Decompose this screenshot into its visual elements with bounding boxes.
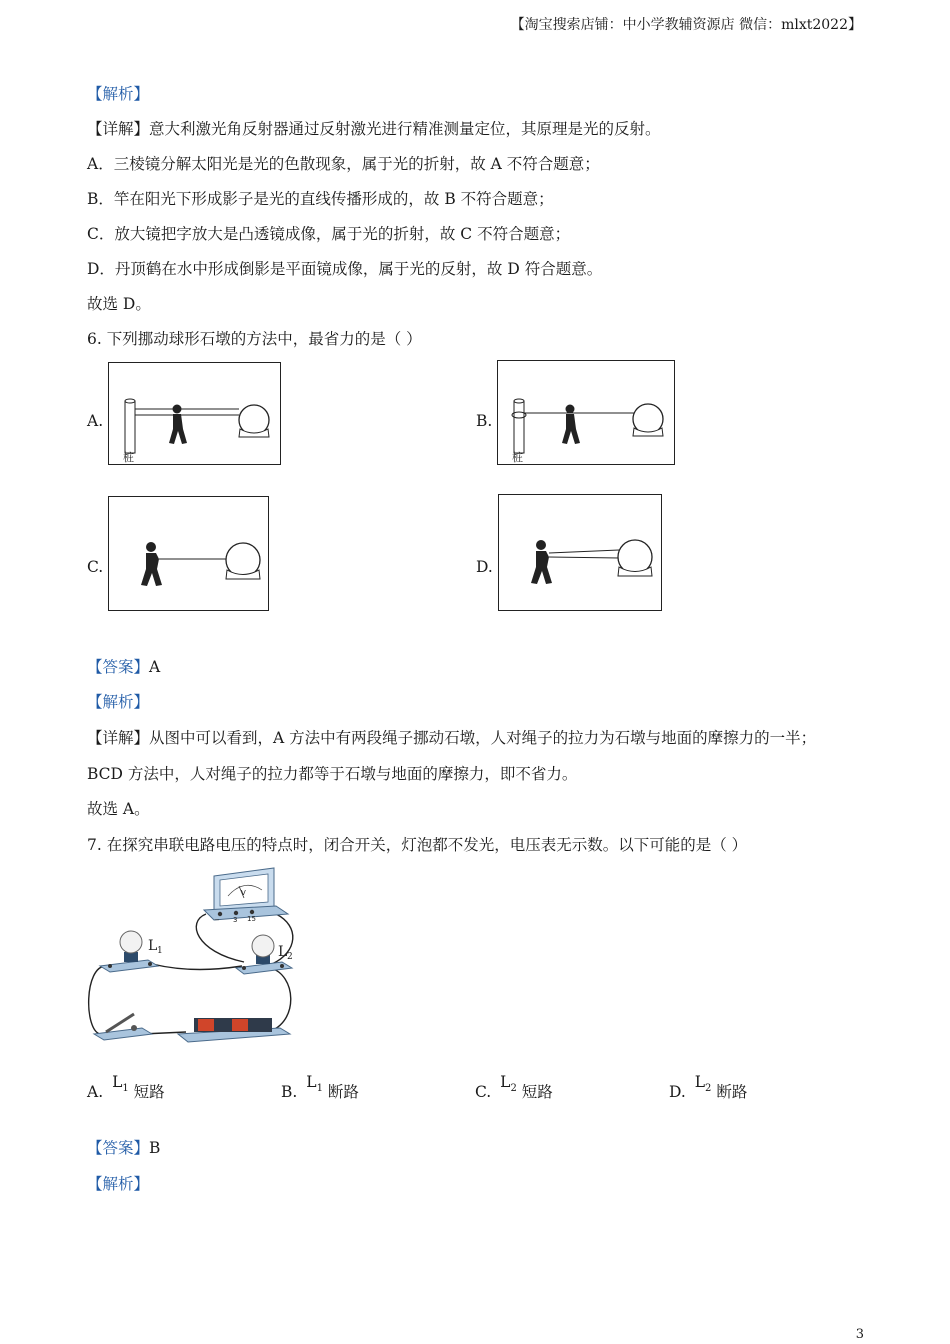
q7-option-b-letter: B. xyxy=(281,1083,298,1101)
q6-option-d-label: D. xyxy=(476,558,493,576)
q6-figure-b-post-label: 桩 xyxy=(512,451,523,464)
q5-analysis-label: 【解析】 xyxy=(87,85,150,103)
q5-detail xyxy=(87,117,661,139)
q7-option-c-sub: 2 xyxy=(510,1083,517,1094)
terminal-3-label: 3 xyxy=(233,916,238,924)
q7-answer xyxy=(87,1136,160,1158)
q7-option-a xyxy=(87,1073,165,1102)
q7-option-b-l: L xyxy=(306,1073,317,1091)
q6-answer-value: A xyxy=(149,658,161,676)
l2-sub: 2 xyxy=(287,952,293,962)
q6-option-c-label: C. xyxy=(87,558,104,576)
q7-option-a-sub: 1 xyxy=(122,1083,129,1094)
q7-answer-label: 【答案】 xyxy=(87,1139,150,1157)
q6-figure-d xyxy=(498,494,662,611)
l2-label: L xyxy=(278,944,288,960)
q7-option-d-l: L xyxy=(694,1073,706,1091)
q6-conclusion: 故选 A。 xyxy=(87,800,150,818)
meter-v-label: V xyxy=(241,889,246,897)
q7-option-b-text: 断路 xyxy=(327,1083,359,1101)
q5-conclusion: 故选 D。 xyxy=(87,295,151,313)
page-number: 3 xyxy=(855,1327,864,1342)
q7-answer-value: B xyxy=(149,1139,161,1157)
q7-option-a-l: L xyxy=(112,1073,123,1091)
q7-option-c-letter: C. xyxy=(475,1083,492,1101)
q6-figure-d-drawing xyxy=(499,495,663,612)
q6-figure-a xyxy=(108,362,281,465)
q7-option-a-text: 短路 xyxy=(133,1083,165,1101)
q6-detail-line1 xyxy=(87,726,816,748)
q7-circuit-drawing xyxy=(86,862,306,1052)
terminal-15-label: 15 xyxy=(247,915,256,923)
q6-option-a-label: A. xyxy=(87,412,104,430)
q7-option-c xyxy=(475,1073,553,1102)
q6-option-b-label: B. xyxy=(476,412,493,430)
q6-figure-b xyxy=(497,360,675,465)
q7-option-b xyxy=(281,1073,359,1102)
q7-circuit-figure xyxy=(86,862,306,1052)
q6-figure-b-drawing xyxy=(498,361,676,466)
q6-detail-line2: BCD 方法中，人对绳子的拉力都等于石墩与地面的摩擦力，即不省力。 xyxy=(87,765,578,783)
q5-line-c: C．放大镜把字放大是凸透镜成像，属于光的折射，故 C 不符合题意； xyxy=(87,225,571,243)
q5-line-a: A．三棱镜分解太阳光是光的色散现象，属于光的折射，故 A 不符合题意； xyxy=(87,155,600,173)
q5-detail-label: 【详解】 xyxy=(87,120,150,138)
q7-option-a-letter: A. xyxy=(87,1083,104,1101)
q7-option-d-letter: D. xyxy=(669,1083,686,1101)
q7-option-d-sub: 2 xyxy=(705,1083,712,1094)
q6-stem: 6. 下列挪动球形石墩的方法中，最省力的是（ ） xyxy=(87,330,422,348)
q7-option-b-sub: 1 xyxy=(316,1083,323,1094)
l1-sub: 1 xyxy=(157,946,163,956)
q6-figure-c-drawing xyxy=(109,497,270,612)
q5-line-d: D．丹顶鹤在水中形成倒影是平面镜成像，属于光的反射，故 D 符合题意。 xyxy=(87,260,603,278)
l1-label: L xyxy=(148,938,158,954)
q6-figure-c xyxy=(108,496,269,611)
q6-analysis-label: 【解析】 xyxy=(87,693,150,711)
q7-option-d xyxy=(669,1073,748,1102)
q7-stem: 7. 在探究串联电路电压的特点时，闭合开关，灯泡都不发光，电压表无示数。以下可能的是（ ） xyxy=(87,836,748,854)
q6-answer xyxy=(87,655,160,677)
q6-answer-label: 【答案】 xyxy=(87,658,150,676)
voltmeter-icon xyxy=(204,868,288,920)
q7-analysis-label: 【解析】 xyxy=(87,1175,150,1193)
q7-option-d-text: 断路 xyxy=(716,1083,748,1101)
q6-figure-a-post-label: 桩 xyxy=(123,451,134,464)
switch-icon xyxy=(94,1014,152,1040)
q6-figure-a-drawing xyxy=(109,363,282,466)
battery-icon xyxy=(178,1018,290,1042)
q7-option-c-l: L xyxy=(500,1073,511,1091)
q5-detail-text: 意大利激光角反射器通过反射激光进行精准测量定位，其原理是光的反射。 xyxy=(149,120,661,138)
q6-detail-text1: 从图中可以看到，A 方法中有两段绳子挪动石墩，人对绳子的拉力为石墩与地面的摩擦力的一半； xyxy=(149,729,817,747)
q5-line-b: B．竿在阳光下形成影子是光的直线传播形成的，故 B 不符合题意； xyxy=(87,190,554,208)
page-header: 【淘宝搜索店铺：中小学教辅资源店 微信：mlxt2022】 xyxy=(510,17,862,33)
q6-detail-label: 【详解】 xyxy=(87,729,150,747)
terminal-minus-label: − xyxy=(214,916,220,924)
q7-option-c-text: 短路 xyxy=(521,1083,553,1101)
